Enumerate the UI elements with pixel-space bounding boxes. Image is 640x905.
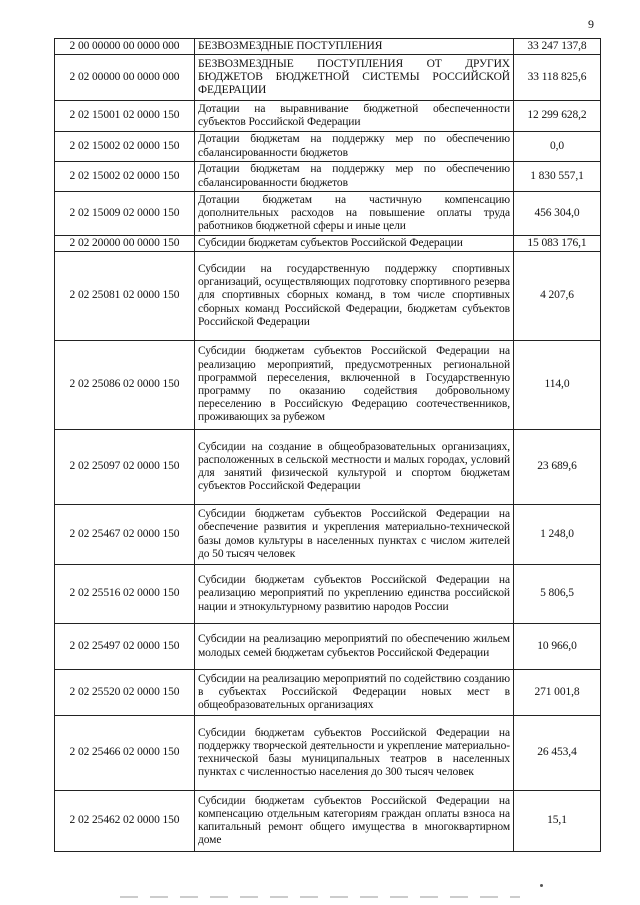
description-cell: Дотации на выравнивание бюджетной обеспеченности субъектов Российской Федерации — [195, 101, 514, 132]
table-row — [55, 430, 601, 505]
budget-code-cell: 2 02 15001 02 0000 150 — [55, 101, 195, 132]
description-cell: БЕЗВОЗМЕЗДНЫЕ ПОСТУПЛЕНИЯ ОТ ДРУГИХ БЮДЖЕТОВ БЮДЖЕТНОЙ СИСТЕМЫ РОССИЙСКОЙ ФЕДЕРАЦИИ — [195, 55, 514, 101]
table-row — [55, 341, 601, 430]
amount-cell: 15,1 — [514, 791, 601, 852]
budget-code-cell: 2 02 25520 02 0000 150 — [55, 670, 195, 716]
budget-code-cell: 2 02 15002 02 0000 150 — [55, 132, 195, 162]
amount-cell: 114,0 — [514, 341, 601, 430]
budget-code-cell: 2 02 15009 02 0000 150 — [55, 192, 195, 236]
amount-cell: 4 207,6 — [514, 252, 601, 341]
description-cell: Субсидии бюджетам субъектов Российской Федерации — [195, 236, 514, 252]
description-cell: Субсидии на реализацию мероприятий по содействию созданию в субъектах Российской Федерации новых мест в общеобразовательных организациях — [195, 670, 514, 716]
description-cell: Субсидии на государственную поддержку спортивных организаций, осуществляющих подготовку спортивного резерва для спортивных сборных команд, в том числе спортивных сборных команд Российской Федерации, бюджетам субъектов Российской Федерации — [195, 252, 514, 341]
budget-code-cell: 2 02 25466 02 0000 150 — [55, 716, 195, 791]
amount-cell: 10 966,0 — [514, 624, 601, 670]
budget-revenue-table — [54, 38, 601, 852]
budget-code-cell: 2 02 15002 02 0000 150 — [55, 162, 195, 192]
budget-code-cell: 2 02 00000 00 0000 000 — [55, 55, 195, 101]
table-row — [55, 670, 601, 716]
amount-cell: 5 806,5 — [514, 565, 601, 624]
description-cell: Дотации бюджетам на поддержку мер по обеспечению сбалансированности бюджетов — [195, 132, 514, 162]
description-cell: Дотации бюджетам на частичную компенсацию дополнительных расходов на повышение оплаты труда работников бюджетной сферы и иные цели — [195, 192, 514, 236]
budget-code-cell: 2 02 25097 02 0000 150 — [55, 430, 195, 505]
description-cell: Субсидии бюджетам субъектов Российской Федерации на обеспечение развития и укрепления материально-технической базы домов культуры в населенных пунктах с числом жителей до 50 тысяч человек — [195, 505, 514, 565]
budget-code-cell: 2 02 20000 00 0000 150 — [55, 236, 195, 252]
description-cell: Субсидии бюджетам субъектов Российской Федерации на компенсацию отдельным категориям граждан оплаты взноса на капитальный ремонт общего имущества в многоквартирном доме — [195, 791, 514, 852]
table-row — [55, 716, 601, 791]
page-number: 9 — [588, 17, 594, 31]
description-cell: Субсидии на реализацию мероприятий по обеспечению жильем молодых семей бюджетам субъектов Российской Федерации — [195, 624, 514, 670]
budget-code-cell: 2 02 25086 02 0000 150 — [55, 341, 195, 430]
budget-code-cell: 2 02 25497 02 0000 150 — [55, 624, 195, 670]
table-row — [55, 624, 601, 670]
table-row — [55, 252, 601, 341]
budget-code-cell: 2 00 00000 00 0000 000 — [55, 39, 195, 55]
budget-code-cell: 2 02 25462 02 0000 150 — [55, 791, 195, 852]
budget-code-cell: 2 02 25516 02 0000 150 — [55, 565, 195, 624]
description-cell: Субсидии на создание в общеобразовательных организациях, расположенных в сельской местности и малых городах, условий для занятий физической культурой и спортом бюджетам субъектов Российской Федерации — [195, 430, 514, 505]
scan-edge-artifact — [120, 896, 520, 898]
amount-cell: 0,0 — [514, 132, 601, 162]
table-row — [55, 791, 601, 852]
amount-cell: 1 830 557,1 — [514, 162, 601, 192]
table-row — [55, 192, 601, 236]
table-row — [55, 162, 601, 192]
table-row — [55, 55, 601, 101]
budget-code-cell: 2 02 25467 02 0000 150 — [55, 505, 195, 565]
amount-cell: 1 248,0 — [514, 505, 601, 565]
amount-cell: 271 001,8 — [514, 670, 601, 716]
amount-cell: 26 453,4 — [514, 716, 601, 791]
description-cell: Субсидии бюджетам субъектов Российской Федерации на реализацию мероприятий, предусмотренных региональной программой переселения, включенной в Государственную программу по оказанию содействия добровольному переселению в Российскую Федерацию соотечественников, проживающих за рубежом — [195, 341, 514, 430]
table-row — [55, 505, 601, 565]
amount-cell: 23 689,6 — [514, 430, 601, 505]
table-row — [55, 132, 601, 162]
amount-cell: 12 299 628,2 — [514, 101, 601, 132]
scan-speck — [540, 884, 543, 887]
description-cell: Субсидии бюджетам субъектов Российской Федерации на поддержку творческой деятельности и укрепление материально-технической базы муниципальных театров в населенных пунктах с численностью населения до 300 тысяч человек — [195, 716, 514, 791]
amount-cell: 33 247 137,8 — [514, 39, 601, 55]
description-cell: Субсидии бюджетам субъектов Российской Федерации на реализацию мероприятий по укреплению единства российской нации и этнокультурному развитию народов России — [195, 565, 514, 624]
description-cell: Дотации бюджетам на поддержку мер по обеспечению сбалансированности бюджетов — [195, 162, 514, 192]
table-row — [55, 101, 601, 132]
description-cell: БЕЗВОЗМЕЗДНЫЕ ПОСТУПЛЕНИЯ — [195, 39, 514, 55]
table-row — [55, 565, 601, 624]
amount-cell: 33 118 825,6 — [514, 55, 601, 101]
table-row — [55, 236, 601, 252]
amount-cell: 15 083 176,1 — [514, 236, 601, 252]
table-row — [55, 39, 601, 55]
amount-cell: 456 304,0 — [514, 192, 601, 236]
budget-code-cell: 2 02 25081 02 0000 150 — [55, 252, 195, 341]
